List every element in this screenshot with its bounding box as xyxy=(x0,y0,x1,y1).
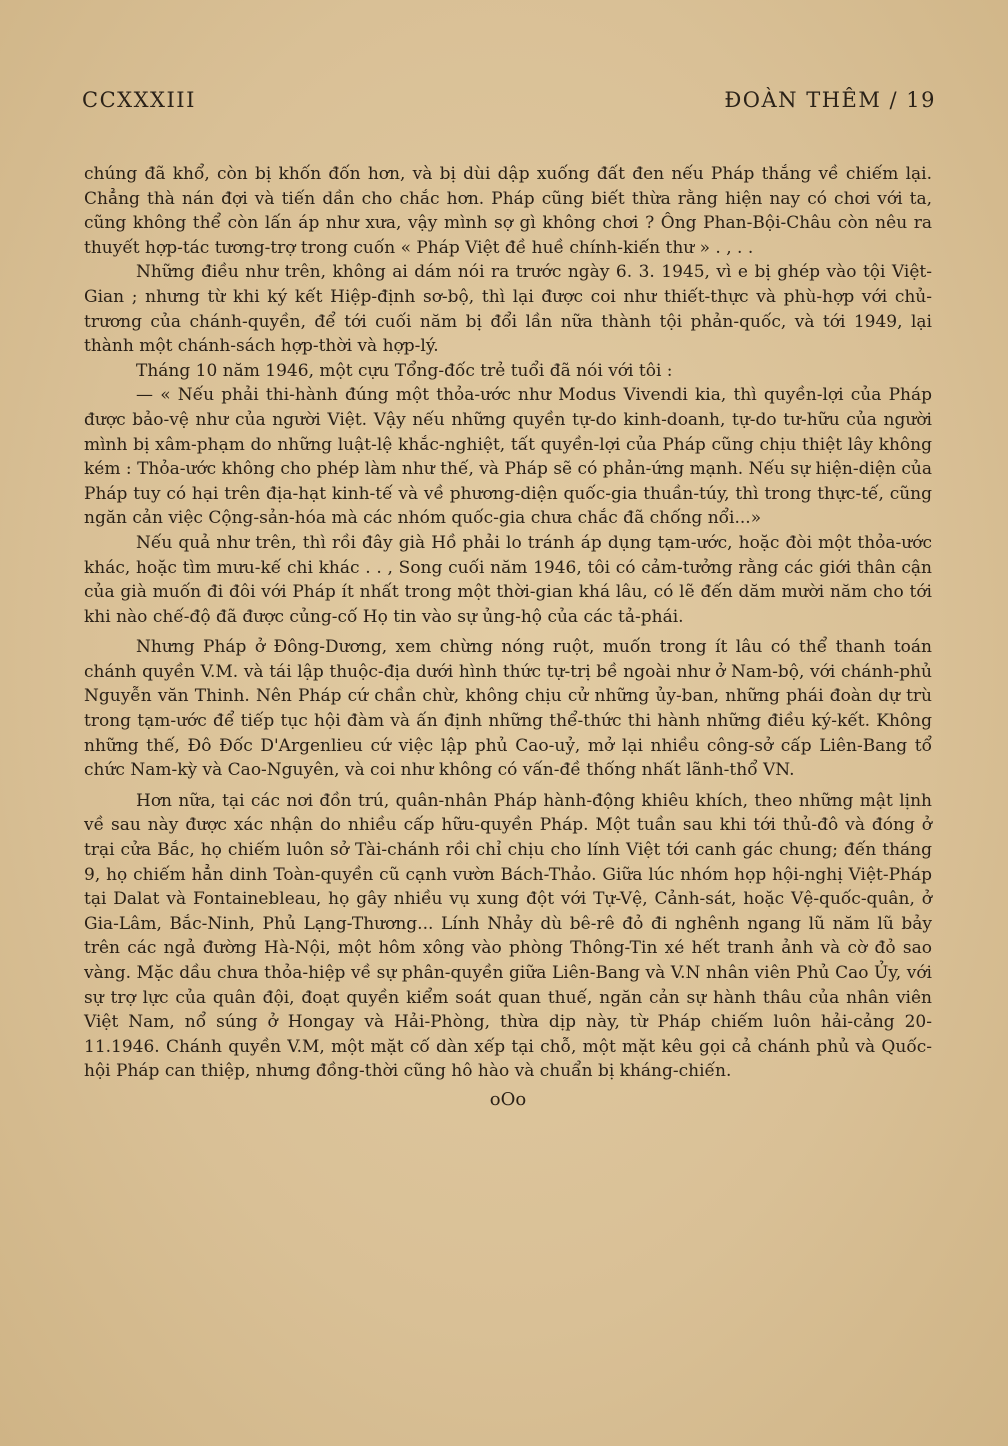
page-header xyxy=(82,88,936,112)
paragraph-6: Nhưng Pháp ở Đông-Dương, xem chừng nóng ruột, muốn trong ít lâu có thể thanh toán chánh quyền V.M. và tái lập thuộc-địa dưới hình thức tự-trị bề ngoài như ở Nam-bộ, với chánh-phủ Nguyễn văn Thinh. Nên Pháp cứ chần chừ, không chịu cử những ủy-ban, những phái đoàn dự trù trong tạm-ước để tiếp tục hội đàm và ấn định những thể-thức thi hành những điều ký-kết. Không những thế, Đô Đốc D'Argenlieu cứ việc lập phủ Cao-uỷ, mở lại nhiều công-sở cấp Liên-Bang tổ chức Nam-kỳ và Cao-Nguyên, và coi như không có vấn-đề thống nhất lãnh-thổ VN. xyxy=(84,637,932,781)
running-title: ĐOÀN THÊM / 19 xyxy=(724,88,936,112)
paragraph-3: Tháng 10 năm 1946, một cựu Tổng-đốc trẻ tuổi đã nói với tôi : xyxy=(136,360,673,381)
paragraph-2: Những điều như trên, không ai dám nói ra trước ngày 6. 3. 1945, vì e bị ghép vào tội Việt-Gian ; nhưng từ khi ký kết Hiệp-định sơ-bộ, thì lại được coi như thiết-thực và phù-hợp với chủ-trương của chánh-quyền, để tới cuối năm bị đổi lần nữa thành tội phản-quốc, và tới 1949, lại thành một chánh-sách hợp-thời và hợp-lý. xyxy=(84,262,932,357)
quote-paragraph: — « Nếu phải thi-hành đúng một thỏa-ước như Modus Vivendi kia, thì quyền-lợi của Pháp được bảo-vệ như của người Việt. Vậy nếu những quyền tự-do kinh-doanh, tự-do tư-hữu của người mình bị xâm-phạm do những luật-lệ khắc-nghiệt, tất quyền-lợi của Pháp cũng chịu thiệt lây không kém : Thỏa-ước không cho phép làm như thế, và Pháp sẽ có phản-ứng mạnh. Nếu sự hiện-diện của Pháp tuy có hại trên địa-hạt kinh-tế và về phương-diện quốc-gia thuần-túy, thì trong thực-tế, cũng ngăn cản việc Cộng-sản-hóa mà các nhóm quốc-gia chưa chắc đã chống nổi...» xyxy=(84,385,932,529)
paragraph-7: Hơn nữa, tại các nơi đồn trú, quân-nhân Pháp hành-động khiêu khích, theo những mật lịnh về sau này được xác nhận do nhiều cấp hữu-quyền Pháp. Một tuần sau khi tới thủ-đô và đóng ở trại cửa Bắc, họ chiếm luôn sở Tài-chánh rồi chỉ chịu cho lính Việt tới canh gác chung; đến tháng 9, họ chiếm hẳn dinh Toàn-quyền cũ cạnh vườn Bách-Thảo. Giữa lúc nhóm họp hội-nghị Việt-Pháp tại Dalat và Fontainebleau, họ gây nhiều vụ xung đột với Tự-Vệ, Cảnh-sát, hoặc Vệ-quốc-quân, ở Gia-Lâm, Bắc-Ninh, Phủ Lạng-Thương... Lính Nhảy dù bê-rê đỏ đi nghênh ngang lũ năm lũ bảy trên các ngả đường Hà-Nội, một hôm xông vào phòng Thông-Tin xé hết tranh ảnh và cờ đỏ sao vàng. Mặc dầu chưa thỏa-hiệp về sự phân-quyền giữa Liên-Bang và V.N nhân viên Phủ Cao Ủy, với sự trợ lực của quân đội, đoạt quyền kiểm soát quan thuế, ngăn cản sự hành thâu của nhân viên Việt Nam, nổ súng ở Hongay và Hải-Phòng, thừa dịp này, từ Pháp chiếm luôn hải-cảng 20-11.1946. Chánh quyền V.M, một mặt cố dàn xếp tại chỗ, một mặt kêu gọi cả chánh phủ và Quốc-hội Pháp can thiệp, nhưng đồng-thời cũng hô hào và chuẩn bị kháng-chiến. xyxy=(84,790,932,1082)
folio-number: CCXXXIII xyxy=(82,88,196,112)
paragraph-1: chúng đã khổ, còn bị khốn đốn hơn, và bị dùi dập xuống đất đen nếu Pháp thắng về chiếm lại. Chẳng thà nán đợi và tiến dần cho chắc hơn. Pháp cũng biết thừa rằng hiện nay có chơi với ta, cũng không thể còn lấn áp như xưa, vậy mình sợ gì không chơi ? Ông Phan-Bội-Châu còn nêu ra thuyết hợp-tác tương-trợ trong cuốn « Pháp Việt đề huề chính-kiến thư » . , . . xyxy=(84,164,932,258)
end-ornament: oOo xyxy=(489,1088,527,1110)
body-text xyxy=(84,162,932,1113)
paragraph-5: Nếu quả như trên, thì rồi đây già Hồ phải lo tránh áp dụng tạm-ước, hoặc đòi một thỏa-ước khác, hoặc tìm mưu-kế chi khác . . , Song cuối năm 1946, tôi có cảm-tưởng rằng các giới thân cận của già muốn đi đôi với Pháp ít nhất trong một thời-gian khá lâu, có lẽ đến dăm mười năm cho tới khi nào chế-độ đã được củng-cố Họ tin vào sự ủng-hộ của các tả-phái. xyxy=(84,532,932,627)
